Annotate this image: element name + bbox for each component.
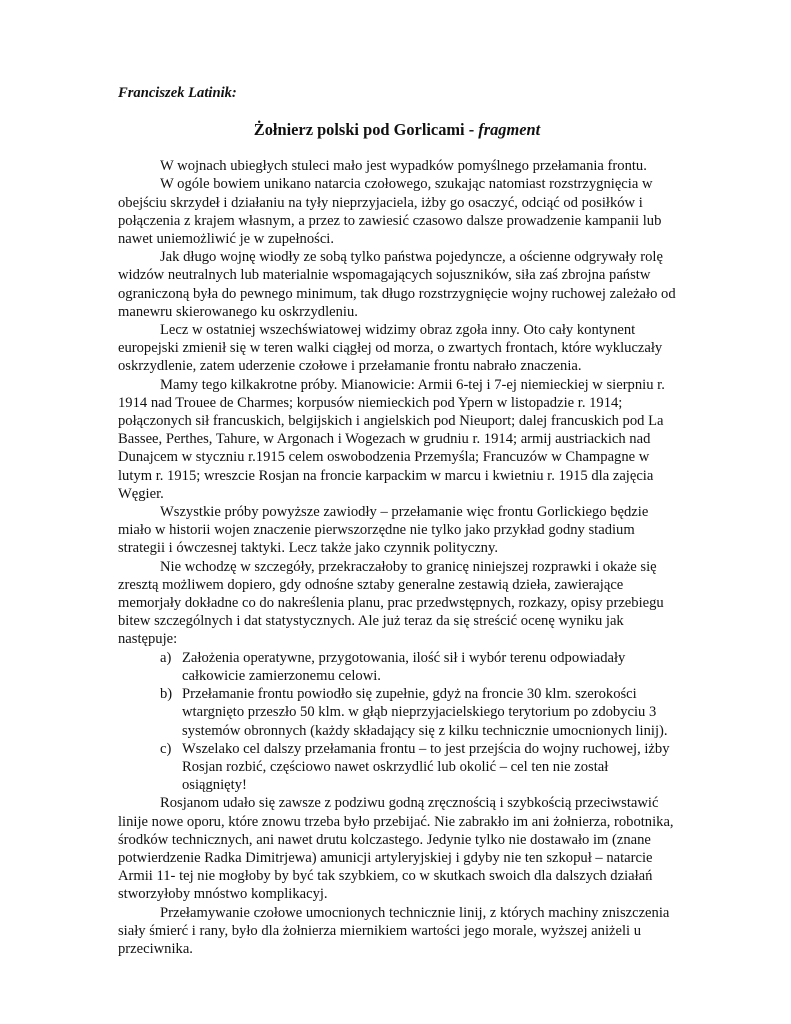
title-main: Żołnierz polski pod Gorlicami - (253, 120, 479, 140)
paragraph: Przełamywanie czołowe umocnionych technicznie linij, z których machiny zniszczenia siały śmierć i rany, było dla żołnierza miernikiem wartości jego morale, wyższej aniżeli u przeciwnika. (118, 904, 670, 957)
list-item-text: Założenia operatywne, przygotowania, ilość sił i wybór terenu odpowiadały całkowicie zamierzonemu celowi. (182, 649, 626, 684)
assessment-list (118, 649, 676, 795)
list-item-text: Wszelako cel dalszy przełamania frontu – to jest przejścia do wojny ruchowej, iżby Rosjan rozbić, częściowo nawet oskrzydlić lub okolić – cel ten nie został osiągnięty! (182, 740, 670, 794)
list-item (160, 740, 676, 795)
paragraph: W ogóle bowiem unikano natarcia czołowego, szukając natomiast rozstrzygnięcia w obejściu skrzydeł i działaniu na tyły nieprzyjaciela, iżby go osaczyć, odciąć od posiłków i połączenia z krajem własnym, a przez to zawiesić czasowo dalsze prowadzenie kampanii lub nawet uniemożliwić je w zupełności. (118, 176, 662, 248)
paragraph: Wszystkie próby powyższe zawiodły – przełamanie więc frontu Gorlickiego będzie miało w historii wojen znaczenie pierwszorzędne nie tylko jako przykład godny stadium strategii i ówczesnej taktyki. Lecz także jako czynnik polityczny. (118, 504, 649, 557)
list-item (160, 685, 676, 740)
list-marker: c) (160, 740, 172, 757)
paragraph: Nie wchodzę w szczegóły, przekraczałoby to granicę niniejszej rozprawki i okaże się zresztą możliwem dopiero, gdy odnośne sztaby generalne zestawią dzieła, zawierające memorjały dokładne co do nakreślenia planu, prac przedwstępnych, rozkazy, opisy przebiegu bitew szczególnych i dat statystycznych. Ale już teraz da się streścić ocenę wyniku jak następuje: (118, 558, 664, 648)
paragraph: Rosjanom udało się zawsze z podziwu godną zręcznością i szybkością przeciwstawić linije nowe oporu, które znowu trzeba było przebijać. Nie zabrakło im ani żołnierza, robotnika, środków technicznych, ani nawet drutu kolczastego. Jedynie tylko nie dostawało im (znane potwierdzenie Radka Dimitrjewa) amunicji artyleryjskiej i gdyby nie ten szkopuł – natarcie Armii 11- tej nie mogłoby by być tak szybkiem, co w skutkach swoich dla dalszych działań stworzyłoby mnóstwo komplikacyj. (118, 795, 674, 903)
list-item (160, 649, 676, 685)
list-item-text: Przełamanie frontu powiodło się zupełnie, gdyż na froncie 30 klm. szerokości wtargnięto przeszło 50 klm. w głąb nieprzyjacielskiego terytorium po zdobyciu 3 systemów obronnych (każdy składający się z kilku technicznie umocnionych linij). (182, 686, 668, 739)
paragraph: Mamy tego kilkakrotne próby. Mianowicie: Armii 6-tej i 7-ej niemieckiej w sierpniu r. 1914 nad Trouee de Charmes; korpusów niemieckich pod Ypern w listopadzie r. 1914; połączonych sił francuskich, belgijskich i angielskich pod Nieuport; dalej francuskich pod La Bassee, Perthes, Tahure, w Argonach i Wogezach w grudniu r. 1914; armij austriackich nad Dunajcem w styczniu r.1915 celem oswobodzenia Przemyśla; Francuzów w Champagne w lutym r. 1915; wreszcie Rosjan na froncie karpackim w marcu i kwietniu r. 1915 dla zajęcia Węgier. (118, 376, 665, 502)
author-name: Franciszek Latinik: (118, 85, 237, 101)
document-page (118, 84, 676, 958)
document-title (118, 120, 676, 140)
list-marker: a) (160, 649, 172, 666)
title-suffix: fragment (478, 120, 541, 140)
paragraph: Jak długo wojnę wiodły ze sobą tylko państwa pojedyncze, a ościenne odgrywały rolę widzów neutralnych lub materialnie wspomagających sojuszników, siła zaś zbrojna państw ograniczoną była do pewnego minimum, tak długo rozstrzygnięcie wojny ruchowej zależało od manewru skierowanego ku oskrzydleniu. (118, 249, 676, 320)
paragraph: W wojnach ubiegłych stuleci mało jest wypadków pomyślnego przełamania frontu. (160, 158, 647, 175)
paragraph: Lecz w ostatniej wszechświatowej widzimy obraz zgoła inny. Oto cały kontynent europejski zmienił się w teren walki ciągłej od morza, o zwartych frontach, które wykluczały oskrzydlenie, zatem uderzenie czołowe i przełamanie frontu nabrało znaczenia. (118, 322, 663, 375)
list-marker: b) (160, 686, 173, 703)
